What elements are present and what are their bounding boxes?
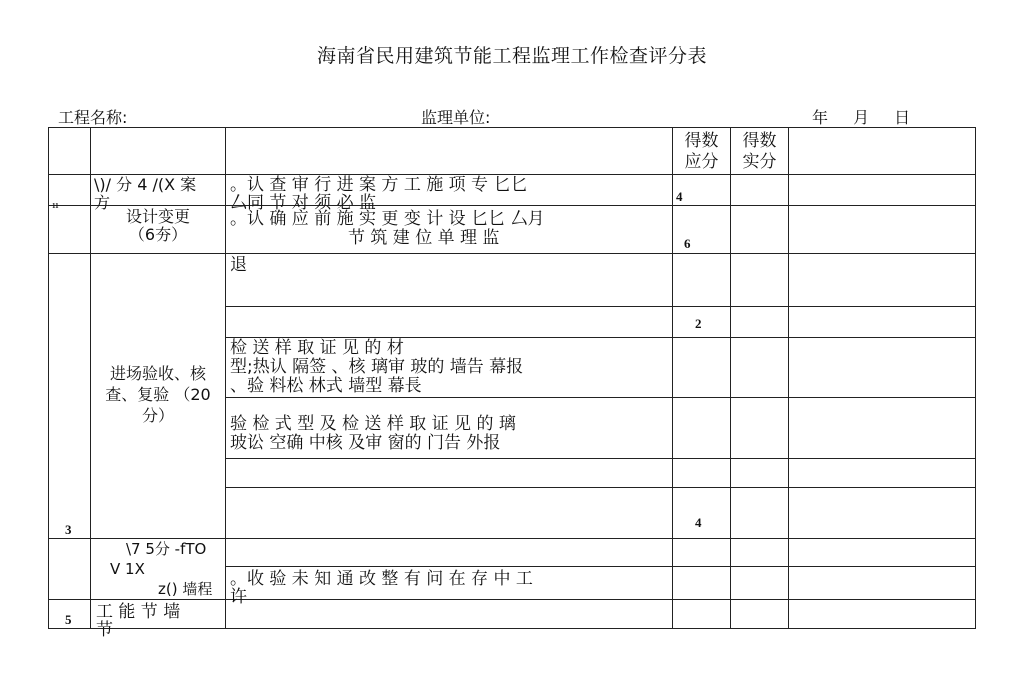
- content-line: 。收 验 未 知 通 改 整 有 问 在 存 中 工: [230, 569, 533, 589]
- item-name: [91, 363, 225, 426]
- table-rule: [225, 487, 976, 488]
- content-line: 。认 查 审 行 进 案 方 工 施 项 专 匕匕: [230, 175, 528, 195]
- table-border-right: [975, 127, 976, 629]
- content-line: 厶同 节 对 须 必 监: [230, 193, 377, 213]
- row-number: 5: [65, 612, 72, 627]
- table-col-rule: [730, 127, 731, 629]
- table-col-rule: [672, 127, 673, 629]
- item-line: V 1X: [110, 560, 145, 578]
- table-rule: [225, 458, 976, 459]
- item-name: [94, 175, 224, 212]
- row-number: 3: [65, 522, 72, 537]
- content-line: 检 送 样 取 证 见 的 材: [230, 338, 404, 358]
- item-line: \7 5分 -fTO: [126, 540, 207, 558]
- content-line: 验 检 式 型 及 检 送 样 取 证 见 的 璃: [230, 414, 516, 434]
- standard-score: 4: [676, 189, 683, 204]
- item-name: [91, 208, 225, 244]
- page-title: 海南省民用建筑节能工程监理工作检查评分表: [316, 45, 707, 67]
- table-rule: [48, 253, 976, 254]
- standard-score: 4: [695, 515, 702, 530]
- table-border-top: [48, 127, 976, 128]
- item-line: \)/ 分 4 /(X 案: [94, 175, 197, 194]
- item-line: 节: [96, 620, 113, 640]
- item-line: 设计变更: [125, 207, 190, 226]
- supervision-unit-label: 监理单位:: [421, 108, 491, 127]
- content-line: 玻讼 空确 中核 及审 窗的 门告 外报: [230, 433, 501, 453]
- standard-score: 2: [695, 316, 702, 331]
- table-border-left: [48, 127, 49, 629]
- header-line: 应分: [684, 152, 719, 172]
- item-line: 分）: [141, 406, 174, 425]
- header-line: 得数: [742, 131, 777, 151]
- check-content: [230, 339, 671, 396]
- row-number: 11: [52, 202, 59, 210]
- item-line: 进场验收、核: [109, 364, 206, 383]
- col-header-standard-score: [673, 131, 730, 173]
- content-line: 型;热认 隔签 、核 璃审 玻的 墙告 幕报: [230, 357, 524, 377]
- header-line: 得数: [684, 131, 719, 151]
- item-line: z() 墙程: [158, 580, 213, 598]
- date-label: 年 月 日: [812, 108, 921, 127]
- table-col-rule: [788, 127, 789, 629]
- standard-score: 6: [684, 236, 691, 251]
- header-line: 实分: [742, 152, 777, 172]
- content-line: 节 筑 建 位 单 理 监: [348, 228, 500, 248]
- col-header-actual-score: [731, 131, 788, 173]
- item-line: 工 能 节 墙: [96, 602, 181, 622]
- check-content: [230, 415, 671, 453]
- project-name-label: 工程名称:: [58, 108, 128, 127]
- table-rule: [225, 306, 976, 307]
- item-line: 方: [94, 193, 111, 212]
- item-name: [96, 602, 224, 640]
- content-line: 。认 确 应 前 施 实 更 变 计 设 匕匕 厶月: [230, 209, 545, 229]
- table-col-rule: [225, 127, 226, 629]
- item-line: （6夯）: [128, 225, 188, 244]
- content-line: 、验 料松 林式 墙型 幕長: [230, 376, 422, 396]
- table-rule: [225, 566, 976, 567]
- item-name: [110, 539, 224, 599]
- check-content: [230, 210, 671, 248]
- item-line: 查、复验 （20: [105, 385, 211, 404]
- table-rule: [225, 397, 976, 398]
- check-content: [230, 569, 671, 607]
- check-content: [230, 175, 671, 213]
- content-line: 许: [230, 587, 247, 607]
- check-content: 退: [230, 255, 247, 275]
